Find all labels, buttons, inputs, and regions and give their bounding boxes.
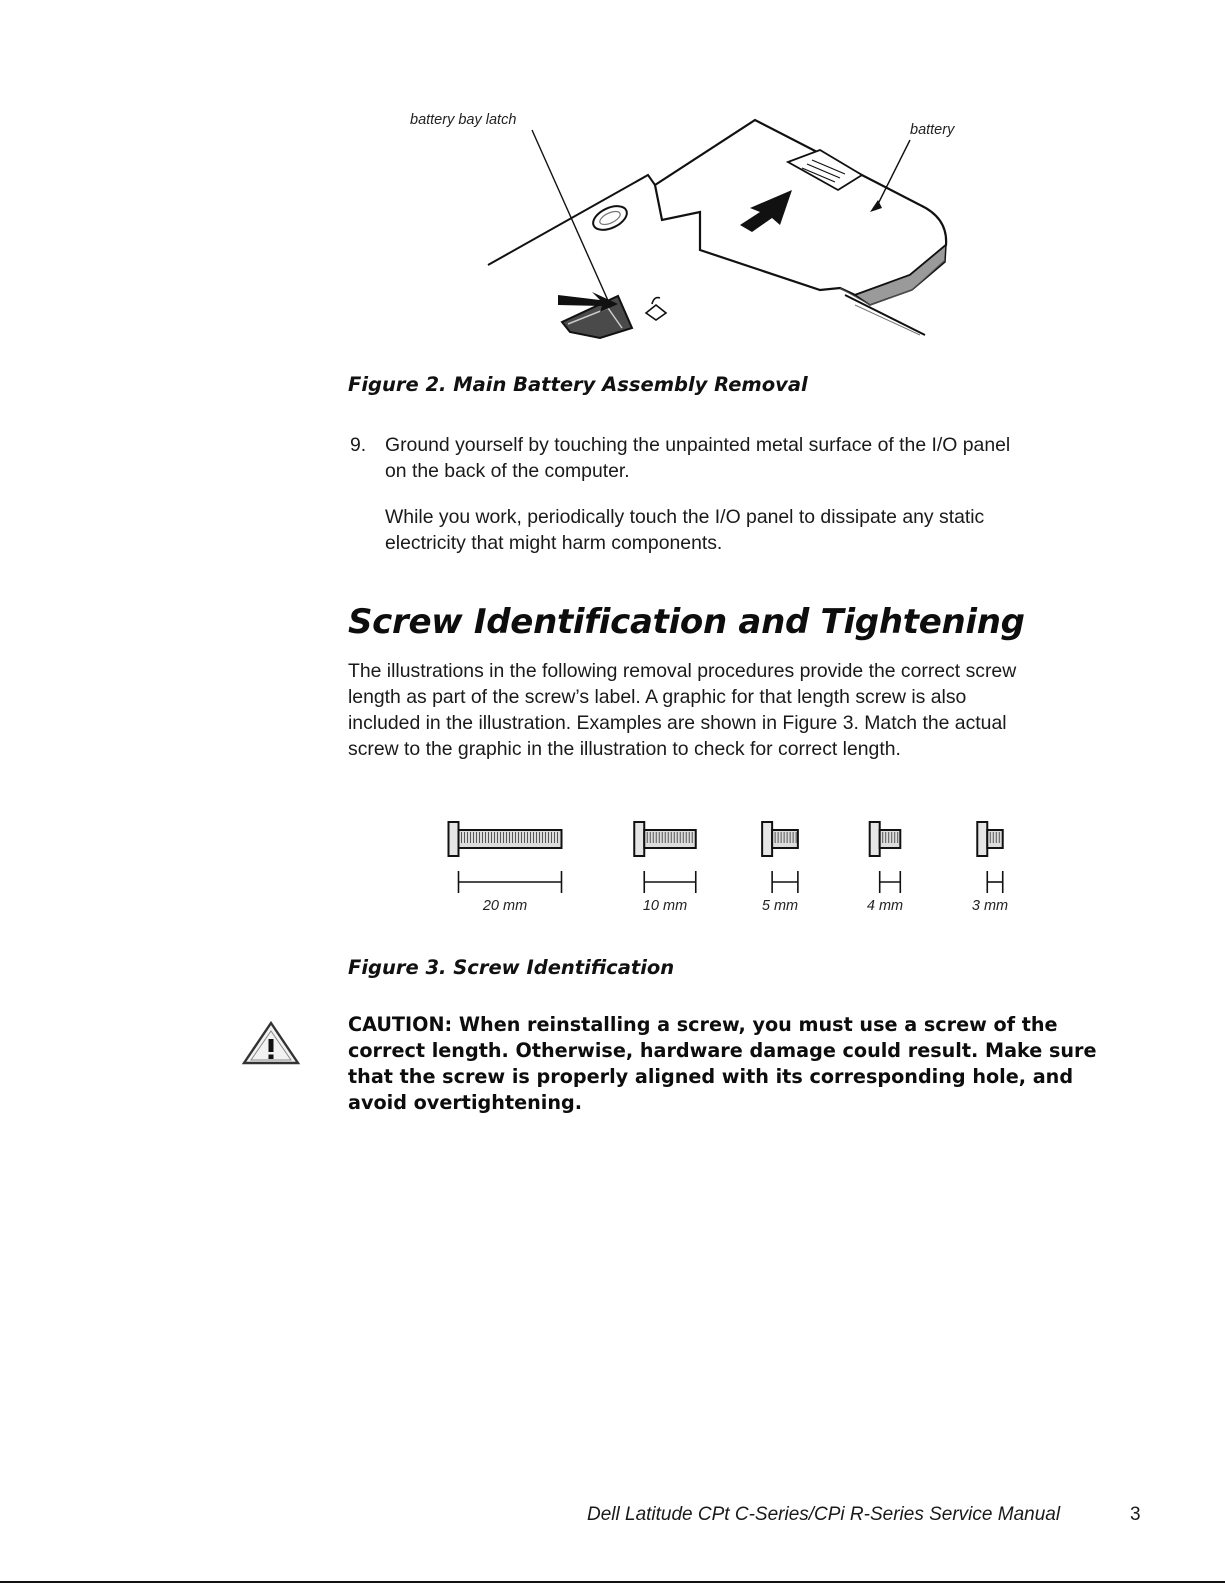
caution-line-1: CAUTION: When reinstalling a screw, you must use a screw of the xyxy=(348,1013,1058,1036)
section-paragraph-line-2: length as part of the screw’s label. A graphic for that length screw is also xyxy=(348,686,967,708)
step-number: 9. xyxy=(350,434,367,456)
page-bottom-rule xyxy=(0,1581,1225,1583)
section-heading: Screw Identification and Tightening xyxy=(348,602,1025,642)
battery-removal-illustration xyxy=(400,100,980,350)
caution-line-4: avoid overtightening. xyxy=(348,1091,583,1114)
callout-battery: battery xyxy=(910,122,955,138)
screw-length-label: 5 mm xyxy=(761,898,799,914)
screw-length-label: 10 mm xyxy=(642,898,688,914)
callout-battery-bay-latch: battery bay latch xyxy=(410,112,517,128)
warning-triangle-icon xyxy=(241,1020,301,1066)
screw-length-label: 3 mm xyxy=(971,898,1009,914)
screw-5 xyxy=(977,822,1002,893)
screw-identification-illustration xyxy=(430,810,1030,920)
figure-2-caption: Figure 2. Main Battery Assembly Removal xyxy=(348,373,808,396)
screw-2 xyxy=(634,822,696,893)
step-9-note-line-2: electricity that might harm components. xyxy=(385,532,723,554)
section-paragraph-line-3: included in the illustration. Examples are shown in Figure 3. Match the actual xyxy=(348,712,1007,734)
screw-length-label: 20 mm xyxy=(482,898,528,914)
footer-page-number: 3 xyxy=(1130,1504,1141,1525)
screw-3 xyxy=(762,822,798,893)
screw-length-label: 4 mm xyxy=(866,898,904,914)
caution-line-3: that the screw is properly aligned with its corresponding hole, and xyxy=(348,1065,1074,1088)
footer-manual-title: Dell Latitude CPt C-Series/CPi R-Series Service Manual xyxy=(587,1504,1061,1525)
step-9-line-1: Ground yourself by touching the unpainted metal surface of the I/O panel xyxy=(385,434,1011,456)
section-paragraph-line-1: The illustrations in the following removal procedures provide the correct screw xyxy=(348,660,1017,682)
step-9-note-line-1: While you work, periodically touch the I/O panel to dissipate any static xyxy=(385,506,985,528)
screw-4 xyxy=(870,822,901,893)
caution-line-2: correct length. Otherwise, hardware damage could result. Make sure xyxy=(348,1039,1097,1062)
screw-1 xyxy=(449,822,562,893)
step-9-line-2: on the back of the computer. xyxy=(385,460,630,482)
section-paragraph-line-4: screw to the graphic in the illustration to check for correct length. xyxy=(348,738,901,760)
figure-3-caption: Figure 3. Screw Identification xyxy=(348,956,675,979)
